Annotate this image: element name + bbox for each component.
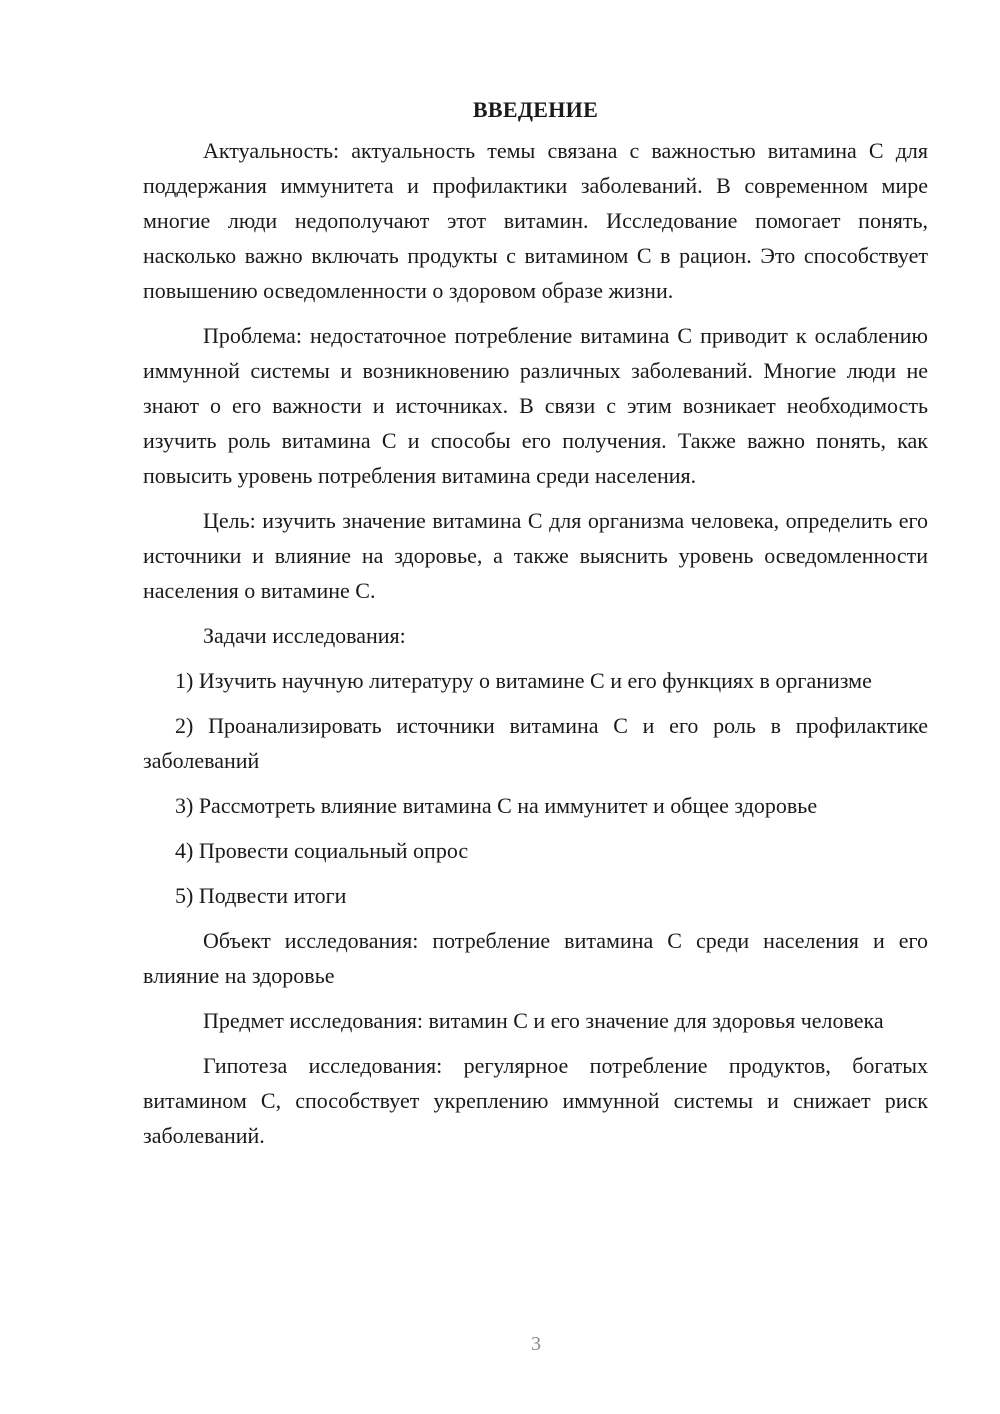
paragraph-hypothesis: Гипотеза исследования: регулярное потребление продуктов, богатых витамином С, способствует укреплению иммунной системы и снижает риск заболеваний. bbox=[143, 1053, 928, 1148]
task-item-1: 1) Изучить научную литературу о витамине С и его функциях в организме bbox=[175, 668, 872, 693]
paragraph-goal: Цель: изучить значение витамина С для организма человека, определить его источники и влияние на здоровье, а также выяснить уровень осведомленности населения о витамине С. bbox=[143, 508, 928, 603]
paragraph-relevance: Актуальность: актуальность темы связана с важностью витамина С для поддержания иммунитета и профилактики заболеваний. В современном мире многие люди недополучают этот витамин. Исследование помогает понять, насколько важно включать продукты с витамином С в рацион. Это способствует повышению осведомленности о здоровом образе жизни. bbox=[143, 138, 928, 303]
task-item-3: 3) Рассмотреть влияние витамина С на иммунитет и общее здоровье bbox=[175, 793, 818, 818]
document-page bbox=[143, 92, 928, 1163]
paragraph-problem: Проблема: недостаточное потребление витамина С приводит к ослаблению иммунной системы и возникновению различных заболеваний. Многие люди не знают о его важности и источниках. В связи с этим возникает необходимость изучить роль витамина С и способы его получения. Также важно понять, как повысить уровень потребления витамина среди населения. bbox=[143, 323, 928, 488]
page-number: 3 bbox=[531, 1333, 541, 1355]
paragraph-object: Объект исследования: потребление витамина С среди населения и его влияние на здоровье bbox=[143, 928, 928, 988]
paragraph-tasks-title: Задачи исследования: bbox=[203, 623, 406, 648]
task-item-5: 5) Подвести итоги bbox=[175, 883, 347, 908]
task-item-4: 4) Провести социальный опрос bbox=[175, 838, 469, 863]
section-heading: ВВЕДЕНИЕ bbox=[472, 97, 599, 122]
paragraph-subject: Предмет исследования: витамин С и его значение для здоровья человека bbox=[203, 1008, 884, 1033]
task-item-2: 2) Проанализировать источники витамина С и его роль в профилактике заболеваний bbox=[143, 713, 928, 773]
